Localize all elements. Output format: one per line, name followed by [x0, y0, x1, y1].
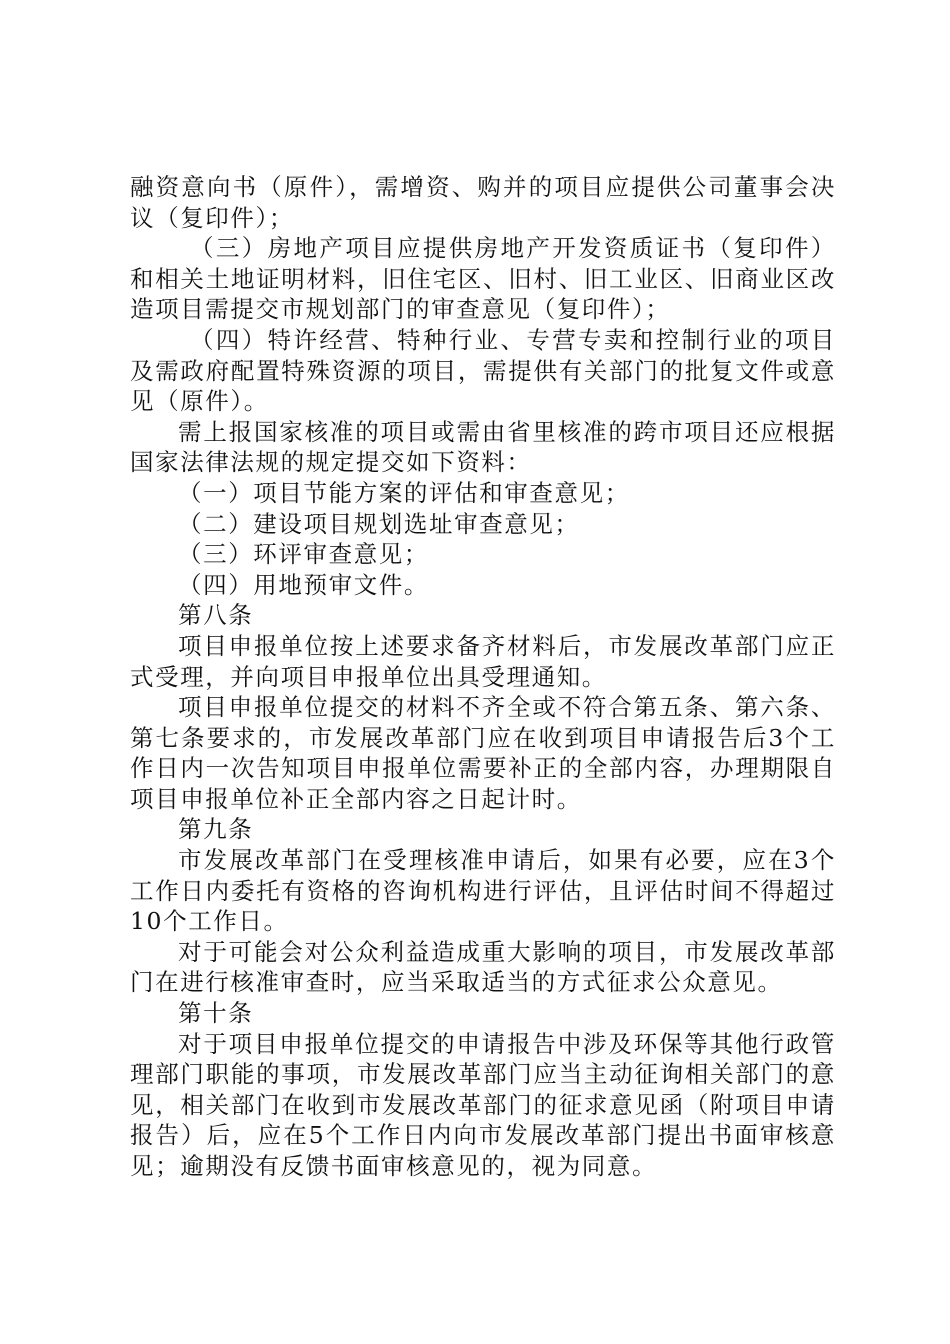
- paragraph: 项目申报单位按上述要求备齐材料后，市发展改革部门应正式受理，并向项目申报单位出具受理通知。: [130, 631, 836, 691]
- paragraph: 融资意向书（原件），需增资、购并的项目应提供公司董事会决议（复印件）；: [130, 173, 836, 232]
- list-item: （一）项目节能方案的评估和审查意见；: [178, 478, 630, 507]
- paragraph: 需上报国家核准的项目或需由省里核准的跨市项目还应根据国家法律法规的规定提交如下资料：: [130, 417, 836, 477]
- paragraph: 市发展改革部门在受理核准申请后，如果有必要，应在3个工作日内委托有资格的咨询机构进行评估，且评估时间不得超过10个工作日。: [130, 846, 836, 936]
- paragraph: 对于项目申报单位提交的申请报告中涉及环保等其他行政管理部门职能的事项，市发展改革部门应当主动征询相关部门的意见，相关部门在收到市发展改革部门的征求意见函（附项目申请报告）后，应在5个工作日内向市发展改革部门提出书面审核意见；逾期没有反馈书面审核意见的，视为同意。: [130, 1029, 836, 1180]
- article-heading: 第八条: [178, 601, 254, 630]
- article-heading: 第十条: [178, 999, 254, 1028]
- list-item: （四）用地预审文件。: [178, 570, 429, 599]
- list-item: （三）环评审查意见；: [178, 540, 429, 569]
- paragraph: 项目申报单位提交的材料不齐全或不符合第五条、第六条、第七条要求的，市发展改革部门应在收到项目申请报告后3个工作日内一次告知项目申报单位需要补正的全部内容，办理期限自项目申报单位补正全部内容之日起计时。: [130, 693, 836, 813]
- paragraph: （四）特许经营、特种行业、专营专卖和控制行业的项目及需政府配置特殊资源的项目，需提供有关部门的批复文件或意见（原件）。: [130, 325, 836, 416]
- list-item: （二）建设项目规划选址审查意见；: [178, 509, 580, 538]
- document-body: [130, 172, 836, 1182]
- paragraph: （三）房地产项目应提供房地产开发资质证书（复印件）和相关土地证明材料，旧住宅区、旧村、旧工业区、旧商业区改造项目需提交市规划部门的审查意见（复印件）；: [130, 234, 836, 324]
- paragraph: 对于可能会对公众利益造成重大影响的项目，市发展改革部门在进行核准审查时，应当采取适当的方式征求公众意见。: [130, 937, 836, 997]
- article-heading: 第九条: [178, 815, 254, 844]
